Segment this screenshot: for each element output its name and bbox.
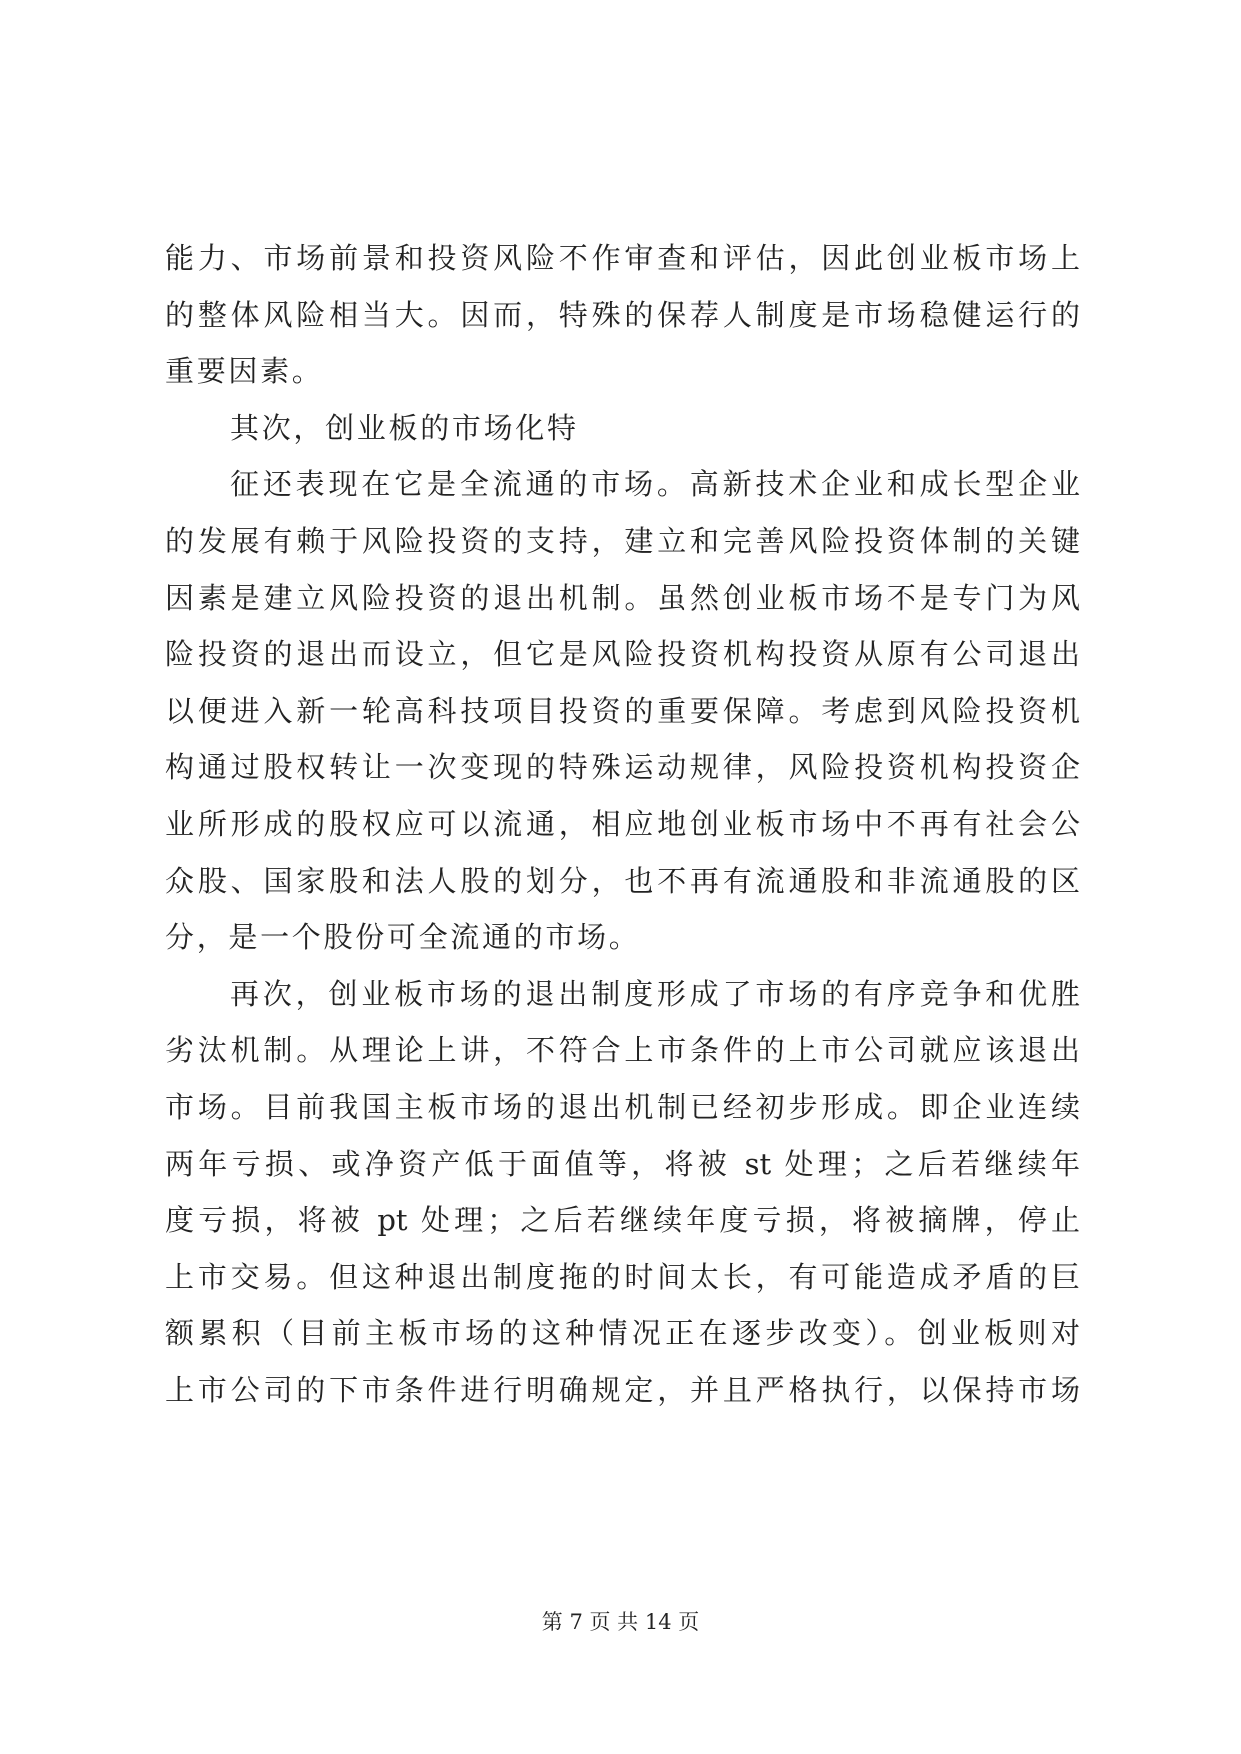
text-line: 再次，创业板市场的退出制度形成了市场的有序竞争和优胜 [230,976,1080,1011]
text-line: 上市公司的下市条件进行明确规定，并且严格执行，以保持市场 [165,1372,1080,1407]
text-line: 两年亏损、或净资产低于面值等，将被 st 处理；之后若继续年 [165,1146,1080,1181]
text-line: 上市交易。但这种退出制度拖的时间太长，有可能造成矛盾的巨 [165,1259,1080,1294]
text-line: 度亏损，将被 pt 处理；之后若继续年度亏损，将被摘牌，停止 [165,1203,1080,1238]
text-line: 能力、市场前景和投资风险不作审查和评估，因此创业板市场上 [165,241,1080,275]
text-line: 其次，创业板的市场化特 [230,410,579,445]
text-line: 险投资的退出而设立，但它是风险投资机构投资从原有公司退出 [165,637,1080,672]
body-text [165,230,1080,1418]
text-line: 劣汰机制。从理论上讲，不符合上市条件的上市公司就应该退出 [165,1033,1080,1068]
page-number-footer: 第 7 页 共 14 页 [541,1610,700,1634]
text-line: 众股、国家股和法人股的划分，也不再有流通股和非流通股的区 [165,863,1080,898]
text-line: 的发展有赖于风险投资的支持，建立和完善风险投资体制的关键 [165,523,1080,558]
text-line: 的整体风险相当大。因而，特殊的保荐人制度是市场稳健运行的 [165,297,1080,332]
text-line: 分，是一个股份可全流通的市场。 [165,920,641,955]
text-line: 市场。目前我国主板市场的退出机制已经初步形成。即企业连续 [165,1089,1080,1124]
text-line: 征还表现在它是全流通的市场。高新技术企业和成长型企业 [230,467,1080,502]
text-line: 以便进入新一轮高科技项目投资的重要保障。考虑到风险投资机 [165,693,1080,728]
text-line: 构通过股权转让一次变现的特殊运动规律，风险投资机构投资企 [165,750,1080,785]
text-line: 因素是建立风险投资的退出机制。虽然创业板市场不是专门为风 [165,580,1080,615]
text-line: 业所形成的股权应可以流通，相应地创业板市场中不再有社会公 [165,806,1080,841]
text-line: 重要因素。 [165,354,324,389]
text-line: 额累积（目前主板市场的这种情况正在逐步改变）。创业板则对 [165,1316,1080,1351]
